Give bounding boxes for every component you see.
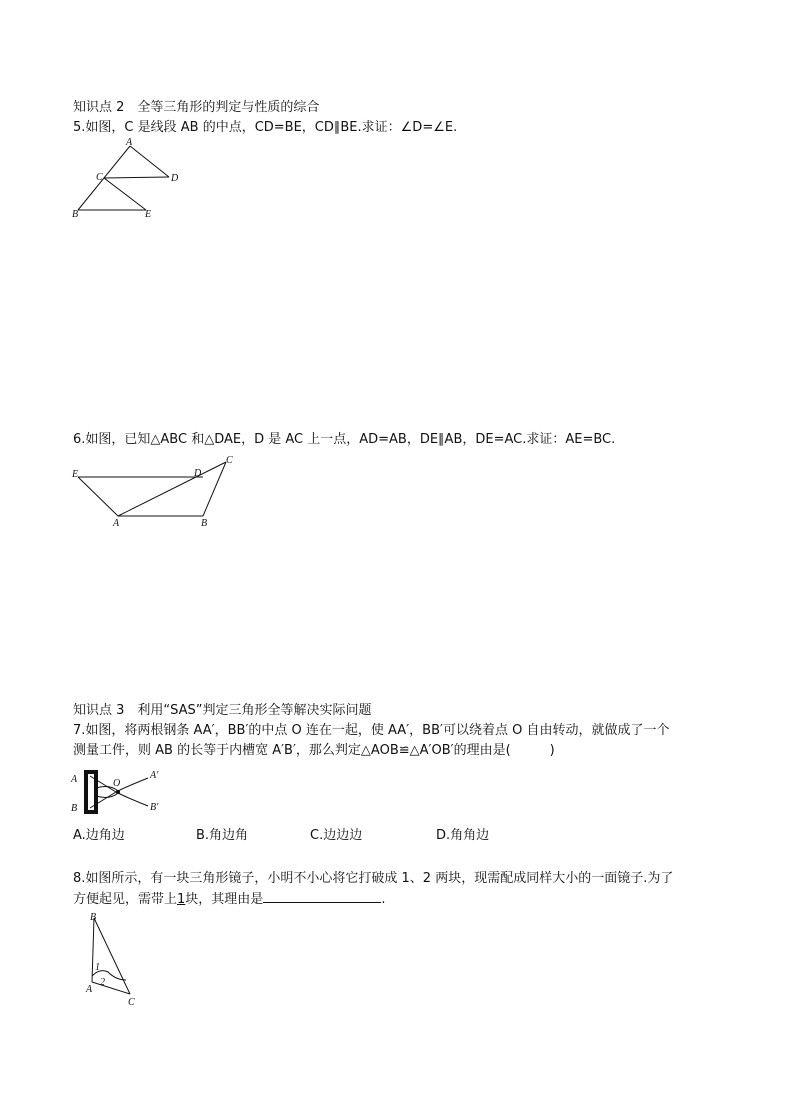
question-7-figure xyxy=(66,764,176,820)
label-D: D xyxy=(171,173,179,184)
segment-AD xyxy=(130,146,169,177)
segment-BC xyxy=(203,462,226,516)
label-B: B xyxy=(71,803,78,814)
label-B-prime: B′ xyxy=(150,802,159,813)
q8-text-mid: 块，其理由是 xyxy=(185,892,264,907)
segment-EA xyxy=(78,477,118,516)
label-A: A xyxy=(86,984,93,995)
pivot-O xyxy=(116,790,119,793)
label-B: B xyxy=(90,912,97,923)
label-E: E xyxy=(145,209,152,220)
label-piece-2: 2 xyxy=(100,977,105,988)
label-O: O xyxy=(113,778,121,789)
segment-CE xyxy=(104,178,146,210)
question-7-line-1: 7.如图，将两根钢条 AA′，BB′的中点 O 连在一起，使 AA′，BB′可以绕着点 O 自由转动，就做成了一个 xyxy=(73,723,670,738)
option-C[interactable]: C.边边边 xyxy=(310,828,363,843)
segment-AC xyxy=(118,462,226,516)
option-D[interactable]: D.角角边 xyxy=(436,828,490,843)
question-8-figure xyxy=(80,910,150,1010)
label-A-prime: A′ xyxy=(150,770,159,781)
question-5-text: 5.如图，C 是线段 AB 的中点，CD=BE，CD∥BE.求证：∠D=∠E. xyxy=(73,120,458,135)
q8-answer-number: 1 xyxy=(177,892,186,907)
q8-text-pre: 方便起见，需带上 xyxy=(73,892,178,907)
label-E: E xyxy=(72,469,79,480)
option-A[interactable]: A.边角边 xyxy=(73,828,125,843)
question-6-figure xyxy=(66,452,246,532)
segment-BA xyxy=(92,918,94,982)
label-A: A xyxy=(113,518,120,529)
label-A: A xyxy=(71,774,78,785)
question-8-line-1: 8.如图所示，有一块三角形镜子，小明不小心将它打破成 1、2 两块，现需配成同样大小的一面镜子.为了 xyxy=(73,871,674,886)
q8-answer-blank[interactable] xyxy=(263,890,381,903)
question-6-text: 6.如图，已知△ABC 和△DAE，D 是 AC 上一点，AD=AB，DE∥AB，DE=AC.求证：AE=BC. xyxy=(73,432,616,447)
label-B: B xyxy=(72,209,79,220)
question-7-line-2: 测量工件，则 AB 的长等于内槽宽 A′B′，那么判定△AOB≌△A′OB′的理由是( ) xyxy=(73,743,555,758)
label-C: C xyxy=(128,997,135,1008)
segment-CD xyxy=(104,177,169,178)
q8-text-end: . xyxy=(381,892,386,907)
section-2-heading: 知识点 2 全等三角形的判定与性质的综合 xyxy=(73,100,320,115)
label-D: D xyxy=(194,468,202,479)
label-A: A xyxy=(126,137,133,148)
option-B[interactable]: B.角边角 xyxy=(196,828,249,843)
section-3-heading: 知识点 3 利用“SAS”判定三角形全等解决实际问题 xyxy=(73,703,372,718)
segment-AC xyxy=(92,982,130,994)
question-8-line-2 xyxy=(73,890,385,909)
label-C: C xyxy=(226,455,233,466)
label-B: B xyxy=(201,518,208,529)
question-5-figure xyxy=(66,136,196,226)
label-piece-1: 1 xyxy=(95,962,100,973)
label-C: C xyxy=(96,172,103,183)
